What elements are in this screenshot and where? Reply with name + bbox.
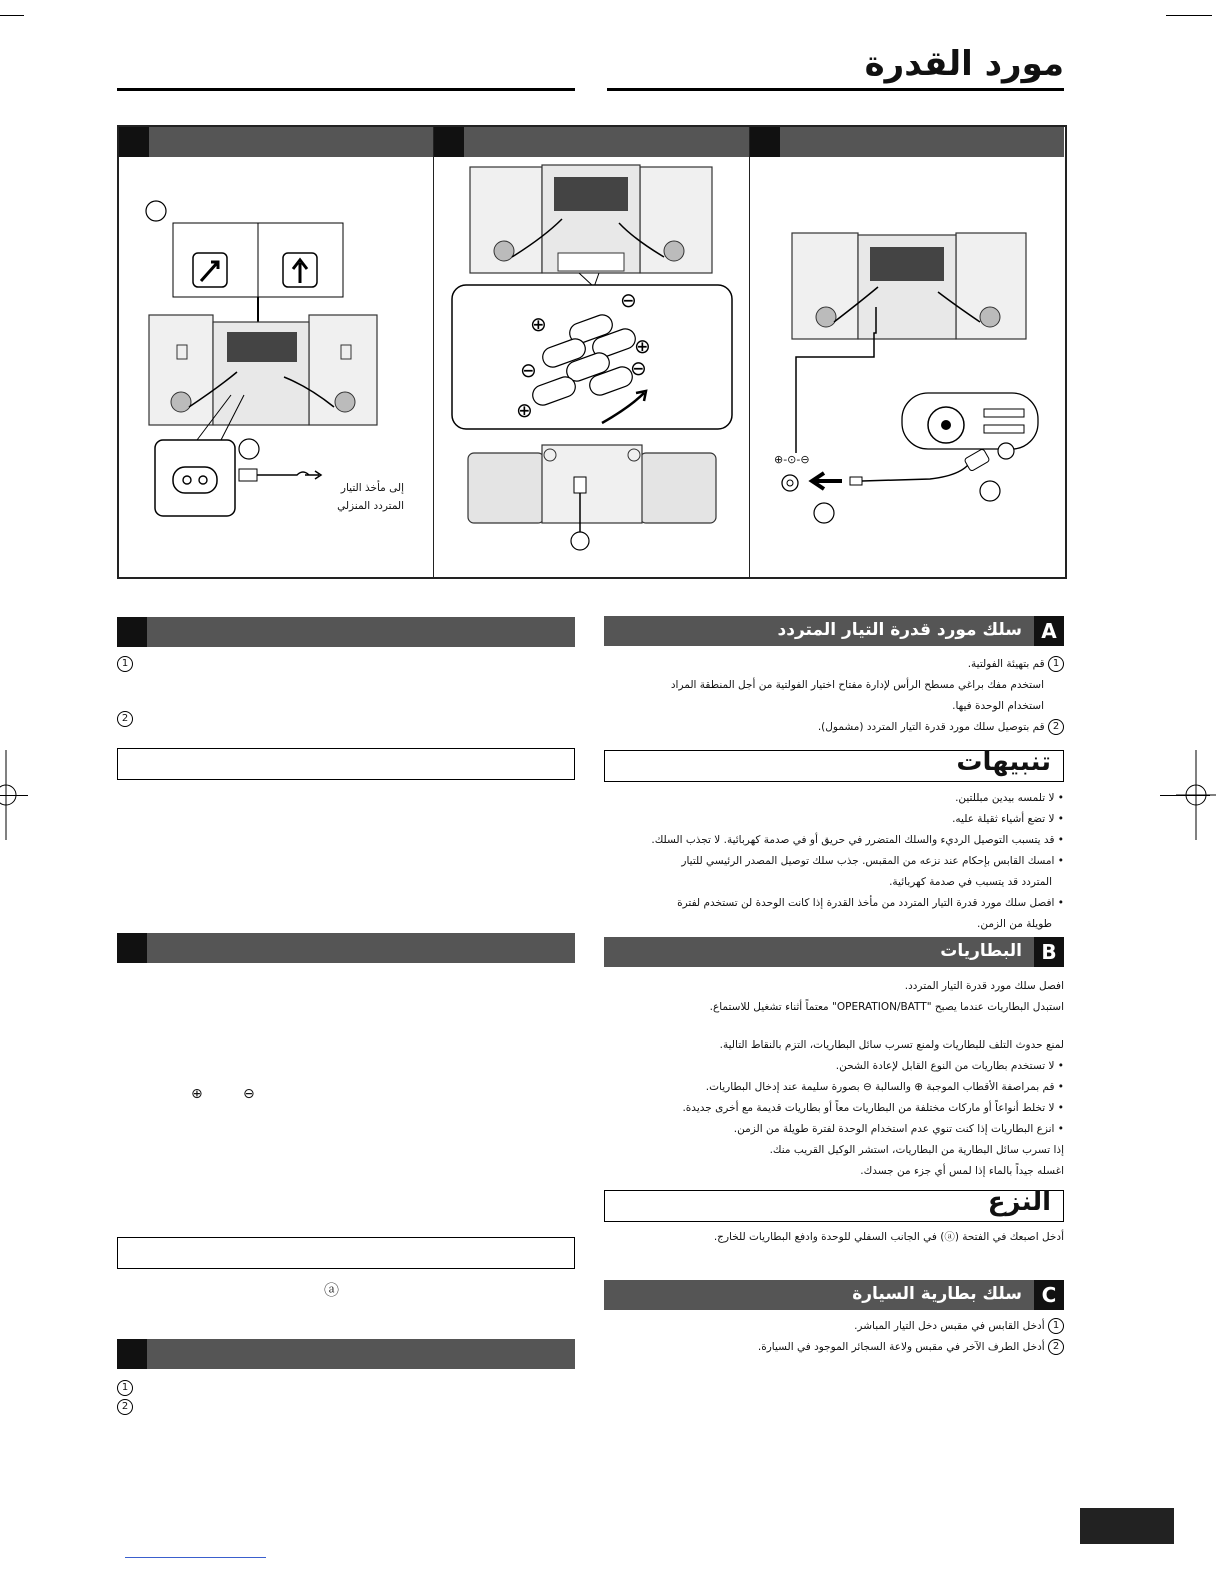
left-box-1 <box>117 748 575 780</box>
section-c-line: 1 أدخل القابس في مقبس دخل التيار المباشر. <box>614 1316 1064 1337</box>
svg-text:⊖: ⊖ <box>520 358 537 382</box>
section-b-header <box>604 937 1064 967</box>
left-box-2 <box>117 1237 575 1269</box>
section-c-line: 2 أدخل الطرف الآخر في مقبس ولاعة السجائر الموجود في السيارة. <box>614 1337 1064 1358</box>
removal-title: النزع <box>987 1187 1051 1217</box>
section-a-body <box>624 654 1064 738</box>
section-b-line: افصل سلك مورد قدرة التيار المتردد. <box>904 980 1064 992</box>
registration-mark-left <box>0 750 30 840</box>
batteries-diagram <box>434 157 750 577</box>
section-b-letter: B <box>1034 937 1064 967</box>
figure-header <box>434 127 750 157</box>
outlet-label-line2: المتردد المنزلي <box>337 500 404 512</box>
figure-header <box>119 127 433 157</box>
left-step-2: 2 <box>117 1399 133 1415</box>
section-c-body <box>614 1316 1064 1358</box>
car-cord-diagram <box>750 157 1064 577</box>
caution-item: • لا تضع أشياء ثقيلة عليه. <box>952 813 1064 825</box>
registration-mark-right <box>1176 750 1216 840</box>
svg-text:⊕: ⊕ <box>516 398 533 422</box>
left-section-1-header <box>117 617 575 647</box>
step-number: 2 <box>1048 1339 1064 1355</box>
section-b-line: • انزع البطاريات إذا كنت تنوي عدم استخدام الوحدة لفترة طويلة من الزمن. <box>733 1123 1064 1135</box>
svg-text:⊕: ⊕ <box>530 312 547 336</box>
section-b-line: • لا تخلط أنواعاً أو ماركات مختلفة من البطاريات معاً أو بطاريات قديمة مع أخرى جديدة. <box>682 1102 1064 1114</box>
step-number: 1 <box>1048 656 1064 672</box>
figure-ac-cord <box>119 127 433 577</box>
footer-rule <box>125 1557 266 1558</box>
section-a-line: استخدم مفك براغي مسطح الرأس لإدارة مفتاح اختيار الفولتية من أجل المنطقة المراد <box>670 679 1044 691</box>
step-number: 1 <box>1048 1318 1064 1334</box>
caution-item: • لا تلمسه بيدين مبللتين. <box>955 792 1064 804</box>
section-b-line: • لا تستخدم بطاريات من النوع القابل لإعادة الشحن. <box>835 1060 1064 1072</box>
section-b-line: اغسله جيداً بالماء إذا لمس أي جزء من جسدك. <box>860 1165 1064 1177</box>
cautions-title: تنبيهات <box>956 747 1051 777</box>
page-title: مورد القدرة <box>864 44 1064 84</box>
section-c-title: سلك بطارية السيارة <box>852 1284 1022 1304</box>
outlet-label-line1: إلى مأخذ التيار <box>340 482 404 494</box>
removal-text: أدخل اصبعك في الفتحة (ⓐ) في الجانب السفلي للوحدة وادفع البطاريات للخارج. <box>713 1231 1064 1243</box>
svg-text:⊖: ⊖ <box>620 288 637 312</box>
illustration-panel <box>117 125 1067 579</box>
svg-text:⊖: ⊖ <box>630 356 647 380</box>
section-a-title: سلك مورد قدرة التيار المتردد <box>777 620 1022 640</box>
section-b-line: إذا تسرب سائل البطارية من البطاريات، استشر الوكيل القريب منك. <box>769 1144 1064 1156</box>
section-b-body <box>614 976 1064 1018</box>
crop-mark <box>1166 15 1212 16</box>
cautions-list <box>614 788 1064 935</box>
section-b-line: • قم بمراصفة الأقطاب الموجبة ⊕ والسالبة ⊖ بصورة سليمة عند إدخال البطاريات. <box>705 1081 1064 1093</box>
cautions-box <box>604 747 1064 782</box>
caution-item: • امسك القابس بإحكام عند نزعه من المقبس. جذب سلك توصيل المصدر الرئيسي للتيار <box>681 855 1064 867</box>
section-a-line: 1 قم بتهيئة الفولتية. <box>624 654 1064 675</box>
section-b-line: لمنع حدوث التلف للبطاريات ولمنع تسرب سائل البطاريات، التزم بالنقاط التالية. <box>719 1039 1064 1051</box>
figure-car-cord <box>749 127 1064 577</box>
section-a-letter: A <box>1034 616 1064 646</box>
left-a-mark: ⓐ <box>324 1281 340 1299</box>
left-section-3-header <box>117 1339 575 1369</box>
section-c-header <box>604 1280 1064 1310</box>
title-rule-right <box>607 88 1064 91</box>
step-number: 2 <box>1048 719 1064 735</box>
dc-polarity-symbol: ⊕-⊙-⊖ <box>774 453 810 466</box>
left-plus-symbol: ⊕ <box>191 1086 203 1102</box>
figure-batteries <box>433 127 750 577</box>
title-rule-left <box>117 88 575 91</box>
section-c-letter: C <box>1034 1280 1064 1310</box>
section-b-body-2 <box>614 1035 1064 1182</box>
left-minus-symbol: ⊖ <box>243 1086 255 1102</box>
caution-item: طويلة من الزمن. <box>977 918 1052 930</box>
page-number-box <box>1080 1508 1174 1544</box>
section-a-header <box>604 616 1064 646</box>
caution-item: المتردد قد يتسبب في صدمة كهربائية. <box>889 876 1052 888</box>
caution-item: • افصل سلك مورد قدرة التيار المتردد من مأخذ القدرة إذا كانت الوحدة لن تستخدم لفترة <box>677 897 1064 909</box>
left-step-2: 2 <box>117 711 133 727</box>
section-b-title: البطاريات <box>940 941 1022 961</box>
left-step-1: 1 <box>117 656 133 672</box>
removal-box <box>604 1187 1064 1222</box>
crop-mark <box>0 15 24 16</box>
caution-item: • قد يتسبب التوصيل الرديء والسلك المتضرر في حريق أو في صدمة كهربائية. لا تجذب السلك. <box>651 834 1064 846</box>
section-b-line: استبدل البطاريات عندما يصبح "OPERATION/BATT" معتماً أثناء تشغيل للاستماع. <box>709 1001 1064 1013</box>
section-a-line: استخدام الوحدة فيها. <box>952 700 1044 712</box>
left-step-1: 1 <box>117 1380 133 1396</box>
section-a-line: 2 قم بتوصيل سلك مورد قدرة التيار المتردد (مشمول). <box>624 717 1064 738</box>
svg-text:⊕: ⊕ <box>634 334 651 358</box>
figure-header <box>750 127 1064 157</box>
left-section-2-header <box>117 933 575 963</box>
